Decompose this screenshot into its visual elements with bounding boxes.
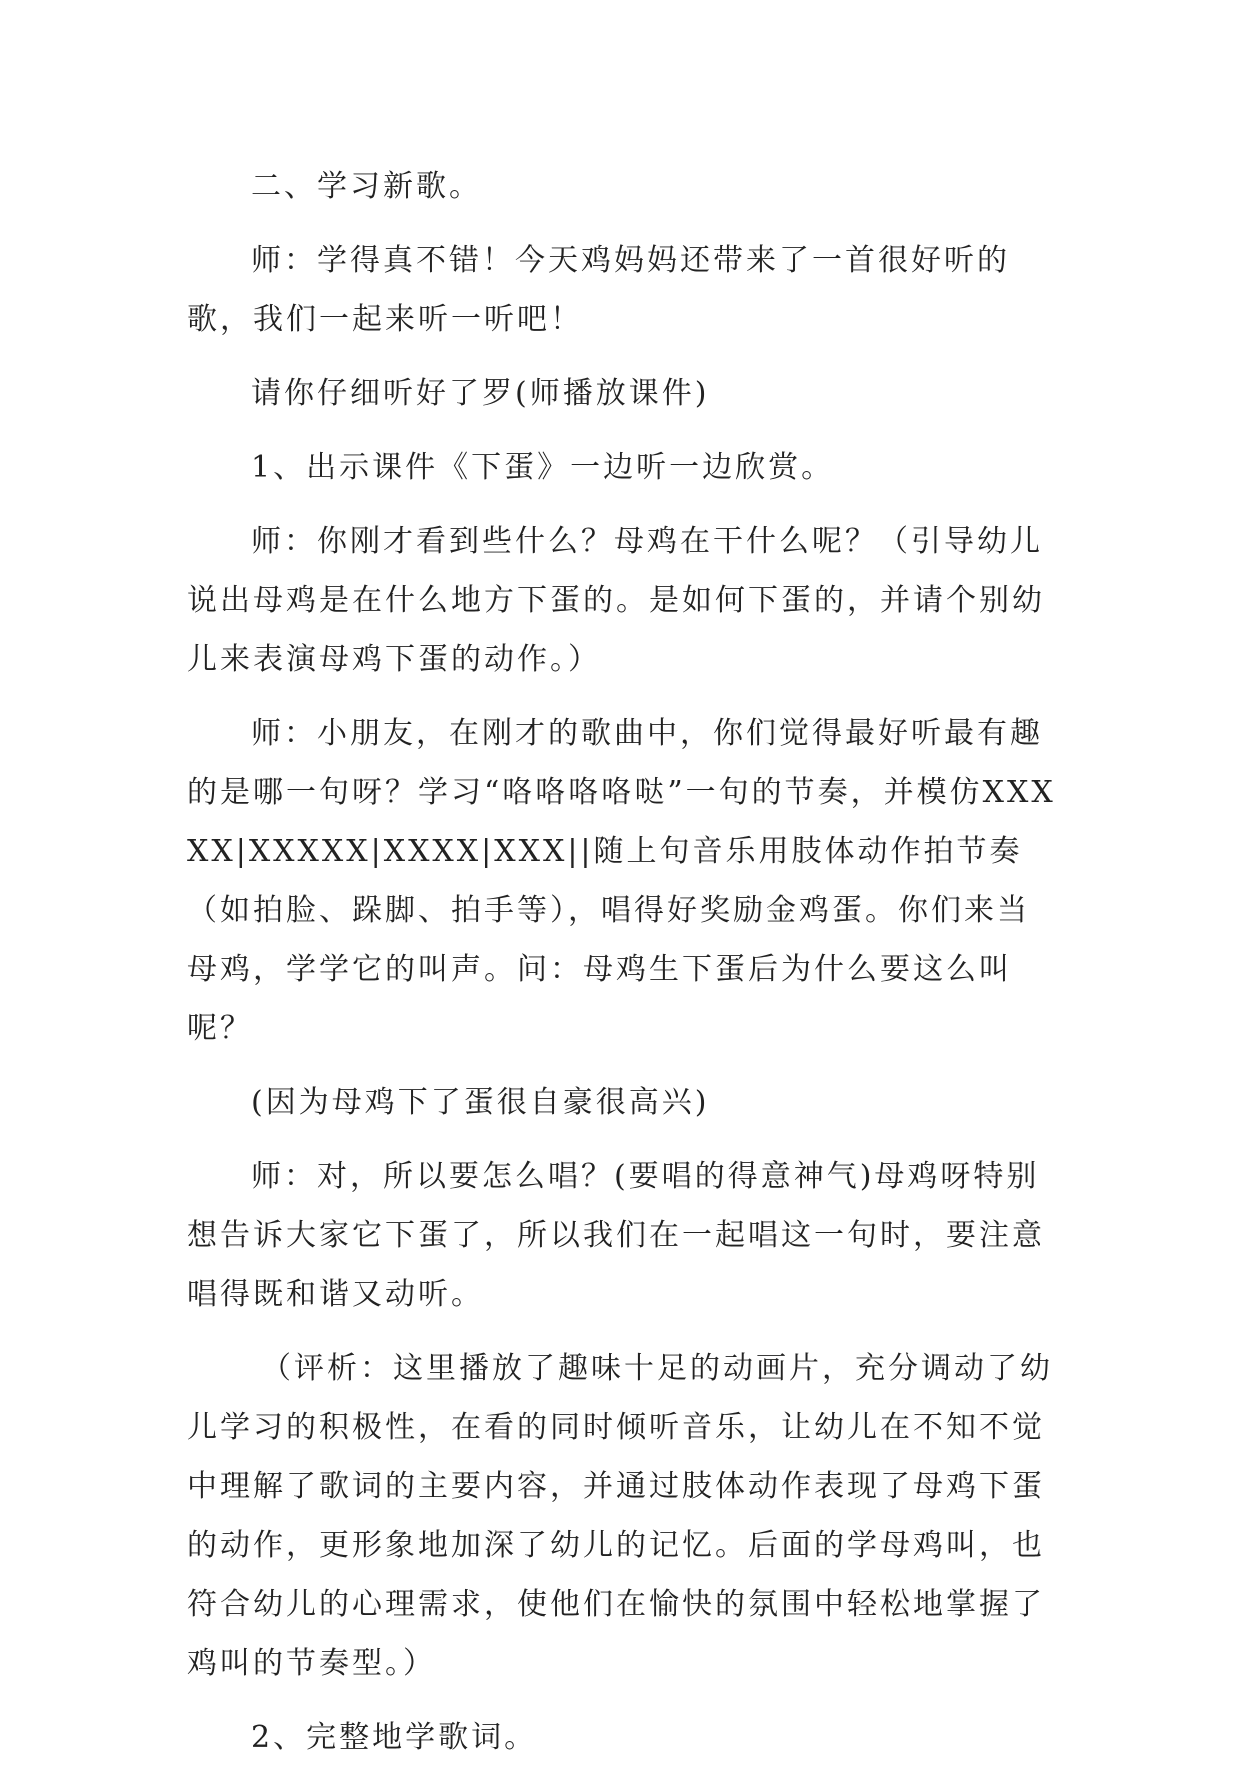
step-2-heading: 2、完整地学歌词。 bbox=[251, 1720, 538, 1755]
section-heading: 二、学习新歌。 bbox=[251, 169, 482, 204]
answer-line: (因为母鸡下了蛋很自豪很高兴) bbox=[251, 1085, 710, 1120]
step-1-heading: 1、出示课件《下蛋》一边听一边欣赏。 bbox=[251, 450, 835, 485]
document-body bbox=[187, 157, 1057, 1782]
teacher-line-intro: 师：学得真不错！今天鸡妈妈还带来了一首很好听的歌，我们一起来听一听吧！ bbox=[187, 243, 1010, 337]
commentary-paragraph: （评析：这里播放了趣味十足的动画片，充分调动了幼儿学习的积极性，在看的同时倾听音乐，让幼儿在不知不觉中理解了歌词的主要内容，并通过肢体动作表现了母鸡下蛋的动作，更形象地加深了幼儿的记忆。后面的学母鸡叫，也符合幼儿的心理需求，使他们在愉快的氛围中轻松地掌握了鸡叫的节奏型。） bbox=[187, 1351, 1053, 1681]
rhythm-paragraph: 师：小朋友，在刚才的歌曲中，你们觉得最好听最有趣的是哪一句呀？学习“咯咯咯咯哒”一句的节奏，并模仿XXXXX|XXXXX|XXXX|XXX||随上句音乐用肢体动作拍节奏（如拍脸、跺脚、拍手等），唱得好奖励金鸡蛋。你们来当母鸡，学学它的叫声。问：母鸡生下蛋后为什么要这么叫呢？ bbox=[187, 716, 1056, 1046]
instruction-line: 请你仔细听好了罗(师播放课件) bbox=[251, 376, 710, 411]
teacher-question-paragraph: 师：你刚才看到些什么？母鸡在干什么呢？（引导幼儿说出母鸡是在什么地方下蛋的。是如何下蛋的，并请个别幼儿来表演母鸡下蛋的动作。） bbox=[187, 524, 1045, 677]
teacher-singing-paragraph: 师：对，所以要怎么唱？(要唱的得意神气)母鸡呀特别想告诉大家它下蛋了，所以我们在一起唱这一句时，要注意唱得既和谐又动听。 bbox=[187, 1159, 1045, 1312]
